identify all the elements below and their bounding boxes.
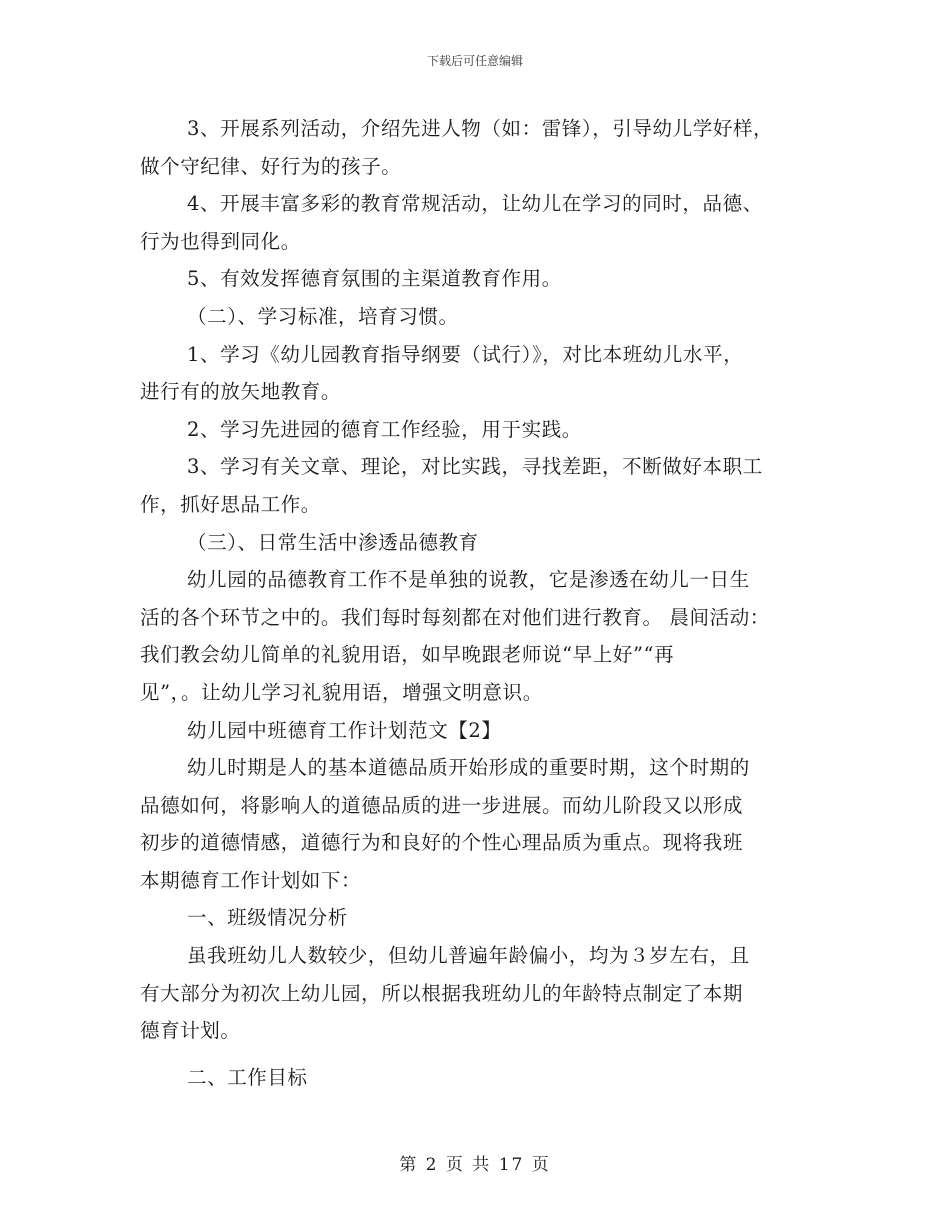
section-heading-3 (140, 524, 820, 562)
section-heading-2 (140, 298, 820, 336)
paragraph-line: 5、有效发挥德育氛围的主渠道教育作用。 (187, 267, 562, 291)
paragraph-line: 作，抓好思品工作。 (140, 492, 321, 516)
paragraph-study-3 (140, 448, 820, 523)
paragraph-line: 我们教会幼儿简单的礼貌用语，如早晚跟老师说“早上好”“再 (140, 643, 675, 667)
paragraph-item-4 (140, 185, 820, 260)
page-number: 第 2 页 共 17 页 (399, 1155, 551, 1175)
paragraph-line: 德育计划。 (140, 1019, 241, 1043)
paragraph-line: 4、开展丰富多彩的教育常规活动，让幼儿在学习的同时，品德、 (187, 192, 763, 216)
paragraph-line: 行为也得到同化。 (140, 229, 301, 253)
paragraph-line: 有大部分为初次上幼儿园，所以根据我班幼儿的年龄特点制定了本期 (140, 981, 744, 1005)
paragraph-line: 3、学习有关文章、理论，对比实践，寻找差距，不断做好本职工 (187, 455, 763, 479)
paragraph-line: 2、学习先进园的德育工作经验，用于实践。 (187, 417, 582, 441)
paragraph-line: 虽我班幼儿人数较少，但幼儿普遍年龄偏小，均为３岁左右，且 (187, 944, 750, 968)
paragraph-study-1 (140, 336, 820, 411)
paragraph-item-3 (140, 110, 820, 185)
paragraph-study-2 (140, 411, 820, 449)
page-header-note: 下载后可任意编辑 (426, 54, 523, 68)
paragraph-line: 幼儿园的品德教育工作不是单独的说教，它是渗透在幼儿一日生 (187, 568, 750, 592)
paragraph-line: 做个守纪律、好行为的孩子。 (140, 154, 402, 178)
paragraph-line: 初步的道德情感，道德行为和良好的个性心理品质为重点。现将我班 (140, 831, 744, 855)
paragraph-line: 见”，。让幼儿学习礼貌用语，增强文明意识。 (140, 680, 543, 704)
paragraph-intro (140, 749, 820, 899)
paragraph-line: 二、工作目标 (187, 1065, 308, 1089)
paragraph-line: 品德如何，将影响人的道德品质的进一步进展。而幼儿阶段又以形成 (140, 793, 744, 817)
section-heading-work-goals (140, 1059, 820, 1097)
paragraph-line: 1、学习《幼儿园教育指导纲要（试行）》，对比本班幼儿水平， (187, 342, 744, 366)
paragraph-line: 本期德育工作计划如下： (140, 868, 362, 892)
paragraph-line: （三）、日常生活中渗透品德教育 (187, 530, 479, 554)
paragraph-line: 活的各个环节之中的。我们每时每刻都在对他们进行教育。 晨间活动： (140, 605, 770, 629)
document-body (140, 110, 820, 1096)
paragraph-line: 一、班级情况分析 (187, 906, 348, 930)
paragraph-item-5 (140, 260, 820, 298)
paragraph-class-analysis (140, 937, 820, 1050)
paragraph-line: 3、开展系列活动，介绍先进人物（如：雷锋），引导幼儿学好样， (187, 117, 774, 140)
paragraph-daily-life (140, 561, 820, 711)
section-heading-class-analysis (140, 899, 820, 937)
paragraph-line: 进行有的放矢地教育。 (140, 380, 342, 404)
article-title-2 (140, 712, 820, 750)
paragraph-line: （二）、学习标准，培育习惯。 (187, 304, 459, 328)
paragraph-line: 幼儿园中班德育工作计划范文【2】 (187, 718, 502, 742)
paragraph-line: 幼儿时期是人的基本道德品质开始形成的重要时期，这个时期的 (187, 756, 750, 780)
